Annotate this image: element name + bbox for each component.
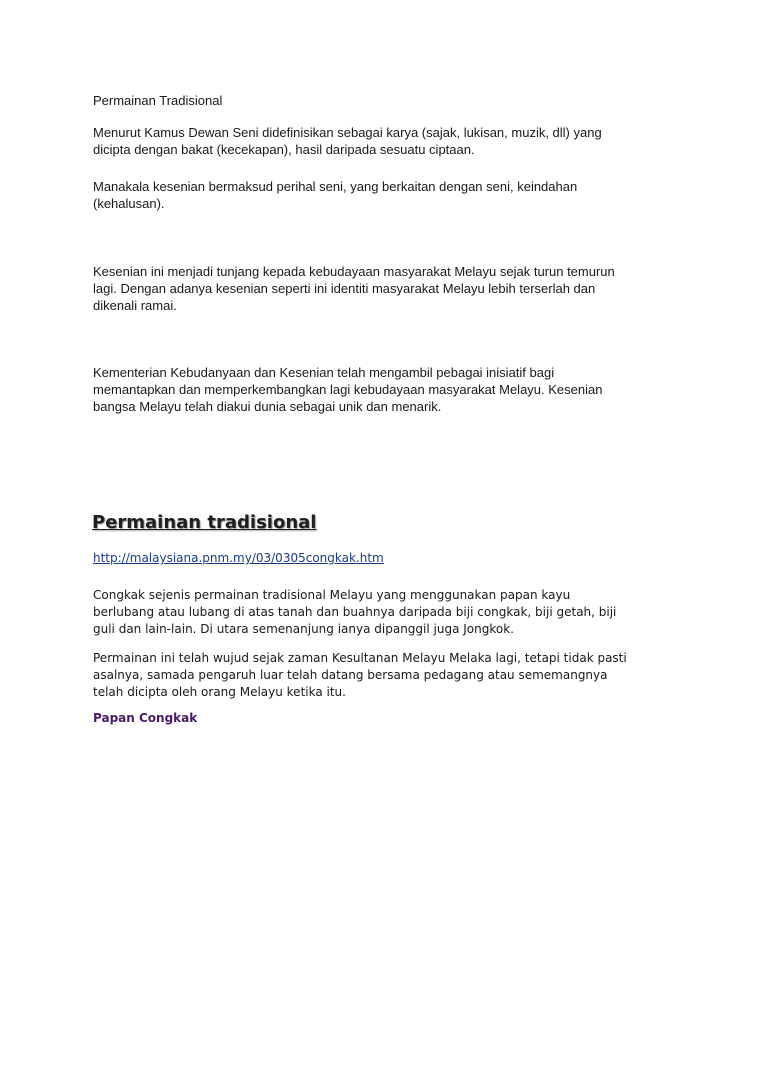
paragraph-kementerian	[93, 364, 693, 415]
text-line: dikenali ramai.	[93, 298, 177, 313]
paragraph-kesenian-meaning	[93, 178, 693, 212]
document-title	[93, 92, 693, 109]
text-line: bangsa Melayu telah diakui dunia sebagai unik dan menarik.	[93, 399, 442, 414]
subheading-papan-congkak: Papan Congkak	[93, 711, 198, 725]
text-line: Congkak sejenis permainan tradisional Melayu yang menggunakan papan kayu	[93, 588, 571, 602]
text-line: Kementerian Kebudanyaan dan Kesenian telah mengambil pebagai inisiatif bagi	[93, 365, 555, 380]
text-line: berlubang atau lubang di atas tanah dan buahnya daripada biji congkak, biji getah, biji	[93, 605, 617, 619]
text-line: dicipta dengan bakat (kecekapan), hasil daripada sesuatu ciptaan.	[93, 142, 475, 157]
text-line: Menurut Kamus Dewan Seni didefinisikan sebagai karya (sajak, lukisan, muzik, dll) yang	[93, 125, 602, 140]
text-line: Manakala kesenian bermaksud perihal seni, yang berkaitan dengan seni, keindahan	[93, 179, 578, 194]
source-link[interactable]: http://malaysiana.pnm.my/03/0305congkak.htm	[93, 551, 384, 565]
document-title-text: Permainan Tradisional	[93, 93, 223, 108]
paragraph-definition	[93, 124, 693, 158]
text-line: asalnya, samada pengaruh luar telah datang bersama pedagang atau sememangnya	[93, 668, 608, 682]
text-line: guli dan lain-lain. Di utara semenanjung ianya dipanggil juga Jongkok.	[93, 622, 514, 636]
text-line: Kesenian ini menjadi tunjang kepada kebudayaan masyarakat Melayu sejak turun temurun	[93, 264, 615, 279]
paragraph-congkak-history	[93, 650, 713, 701]
text-line: Permainan ini telah wujud sejak zaman Kesultanan Melayu Melaka lagi, tetapi tidak pasti	[93, 651, 627, 665]
paragraph-congkak-description	[93, 587, 713, 638]
section-heading: Permainan tradisional	[92, 512, 317, 533]
text-line: telah dicipta oleh orang Melayu ketika itu.	[93, 685, 346, 699]
text-line: memantapkan dan memperkembangkan lagi kebudayaan masyarakat Melayu. Kesenian	[93, 382, 603, 397]
text-line: lagi. Dengan adanya kesenian seperti ini identiti masyarakat Melayu lebih terserlah dan	[93, 281, 596, 296]
paragraph-kesenian-tunjang	[93, 263, 693, 314]
text-line: (kehalusan).	[93, 196, 165, 211]
